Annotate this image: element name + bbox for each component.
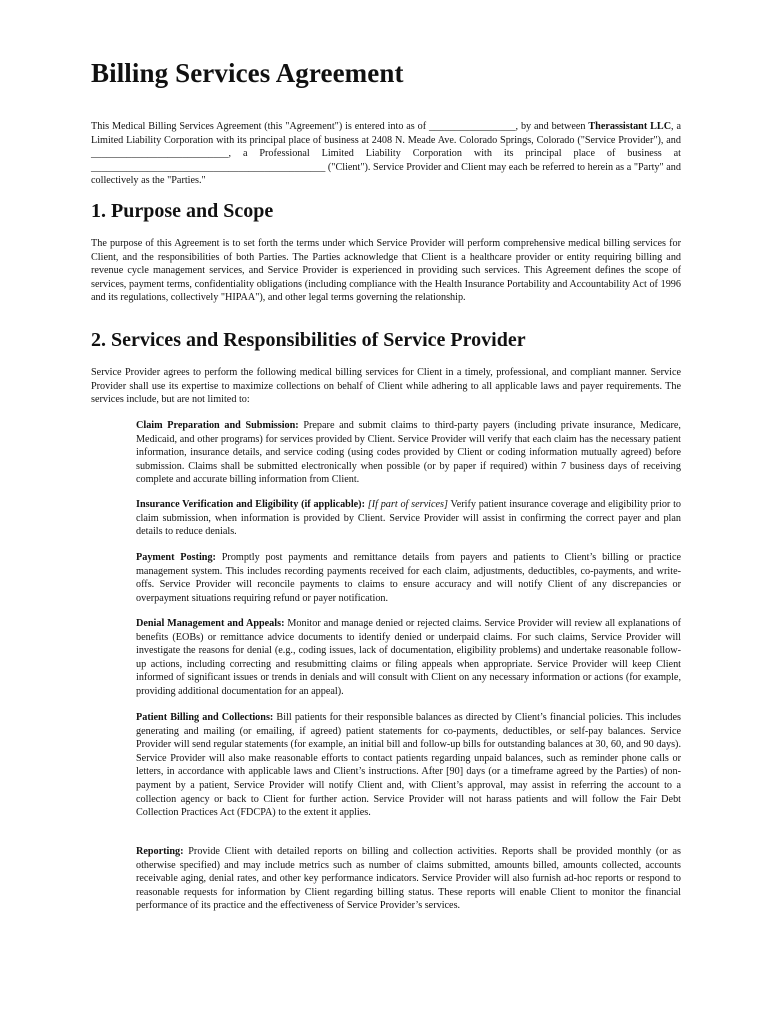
service-item-label: Reporting: — [136, 846, 184, 857]
service-item-text: Bill patients for their responsible balances as directed by Client’s financial policies. This includes generating and mailing (or emailing, if agreed) patient statements for co-payments, deductibles, or self-pay balances. Service Provider will send regular statements (for example, an initial bill and follow-up bills for outstanding balances at 30, 60, and 90 days). Service Provider will also make reasonable efforts to contact patients regarding unpaid balances, such as reminder phone calls or letters, in accordance with applicable laws and Client’s instructions. After [90] days (or a timeframe agreed by the Parties) of non-payment by a patient, Service Provider will notify Client and, with Client’s approval, may assist in referring the account to a collection agency or back to Client for further action. Service Provider will not harass patients and will follow the Fair Debt Collection Practices Act (FDCPA) to the extent it applies. — [136, 712, 681, 819]
service-item-text: Monitor and manage denied or rejected claims. Service Provider will review all explanations of benefits (EOBs) or remittance advice documents to identify denied or underpaid claims. For such claims, Service Provider will investigate the reasons for denial (e.g., coding issues, lack of documentation, eligibility problems) and undertake reasonable follow-up actions, including correcting and resubmitting claims or filing appeals when appropriate. Service Provider will keep Client informed of significant issues or trends in denials and will consult with Client on any necessary information or actions (for example, providing additional documentation for an appeal). — [136, 618, 681, 697]
section-2-heading: 2. Services and Responsibilities of Service Provider — [91, 329, 526, 351]
service-item-text: Prepare and submit claims to third-party payers (including private insurance, Medicare, Medicaid, and other programs) for services provided by Client. Service Provider will verify that each claim has the necessary patient information, insurance details, and service coding (using codes provided by Client or coding information mutually agreed) before submission. Claims shall be submitted electronically when possible (or by paper if required) within 7 business days of receiving complete and accurate billing information from Client. — [136, 420, 681, 486]
service-item-label: Denial Management and Appeals: — [136, 618, 285, 629]
service-item-reporting — [136, 845, 681, 913]
service-item-label: Patient Billing and Collections: — [136, 712, 274, 723]
service-item-denials — [136, 617, 681, 699]
section-1-heading: 1. Purpose and Scope — [91, 200, 274, 222]
service-item-text: Provide Client with detailed reports on billing and collection activities. Reports shall be provided monthly (or as otherwise specified) and may include metrics such as number of claims submitted, amounts billed, amounts collected, accounts receivable aging, denial rates, and other key performance indicators. Service Provider will also furnish ad-hoc reports or respond to reasonable requests for information by Client regarding billing status. These reports will enable Client to monitor the financial performance of its practice and the effectiveness of Service Provider’s services. — [136, 846, 681, 912]
service-item-text: Promptly post payments and remittance details from payers and patients to Client’s billing or practice management system. This includes recording payments received for each claim, adjustments, deductibles, co-payments, and write-offs. Service Provider will reconcile payments to claims to ensure accuracy and will notify Client of any discrepancies or overpayment situations requiring refund or payer notification. — [136, 552, 681, 604]
company-name: Therassistant LLC — [588, 121, 672, 132]
service-item-label: Payment Posting: — [136, 552, 216, 563]
intro-text-1: This Medical Billing Services Agreement (this "Agreement") is entered into as of _________________, by and between — [91, 121, 589, 132]
intro-text-2: , a Limited Liability Corporation with its principal place of business at 2408 N. Meade Ave. Colorado Springs, Colorado ("Service Provider"), and ___________________________, a Professional Limited Liability Corporation with its principal place of business at ______________________________________________ ("Client"). Service Provider and Client may each be referred to herein as a "Party" and collectively as the "Parties." — [91, 121, 681, 187]
service-item-payment-posting — [136, 551, 681, 605]
intro-paragraph — [91, 120, 681, 188]
service-item-text: Verify patient insurance coverage and eligibility prior to claim submission, when information is provided by Client. Service Provider will assist in confirming the correct payer and plan details to reduce denials. — [136, 499, 682, 538]
section-1-body: The purpose of this Agreement is to set forth the terms under which Service Provider will perform comprehensive medical billing services for Client, and the responsibilities of both Parties. The Parties acknowledge that Client is a healthcare provider or entity requiring billing and revenue cycle management services, and Service Provider is experienced in providing such services. This Agreement defines the scope of services, payment terms, confidentiality obligations (including compliance with the Health Insurance Portability and Accountability Act of 1996 and its regulations, collectively "HIPAA"), and other legal terms governing the relationship. — [91, 238, 681, 304]
service-item-label: Claim Preparation and Submission: — [136, 420, 299, 431]
service-item-claims — [136, 419, 681, 487]
service-item-patient-billing — [136, 711, 681, 820]
service-item-eligibility — [136, 498, 681, 539]
service-item-note: [If part of services] — [364, 499, 448, 510]
section-2-intro: Service Provider agrees to perform the following medical billing services for Client in a timely, professional, and compliant manner. Service Provider shall use its expertise to maximize collections on behalf of Client while adhering to all applicable laws and payer requirements. The services include, but are not limited to: — [91, 367, 681, 406]
service-item-label: Insurance Verification and Eligibility (if applicable): — [136, 499, 365, 510]
document-title: Billing Services Agreement — [91, 58, 404, 88]
